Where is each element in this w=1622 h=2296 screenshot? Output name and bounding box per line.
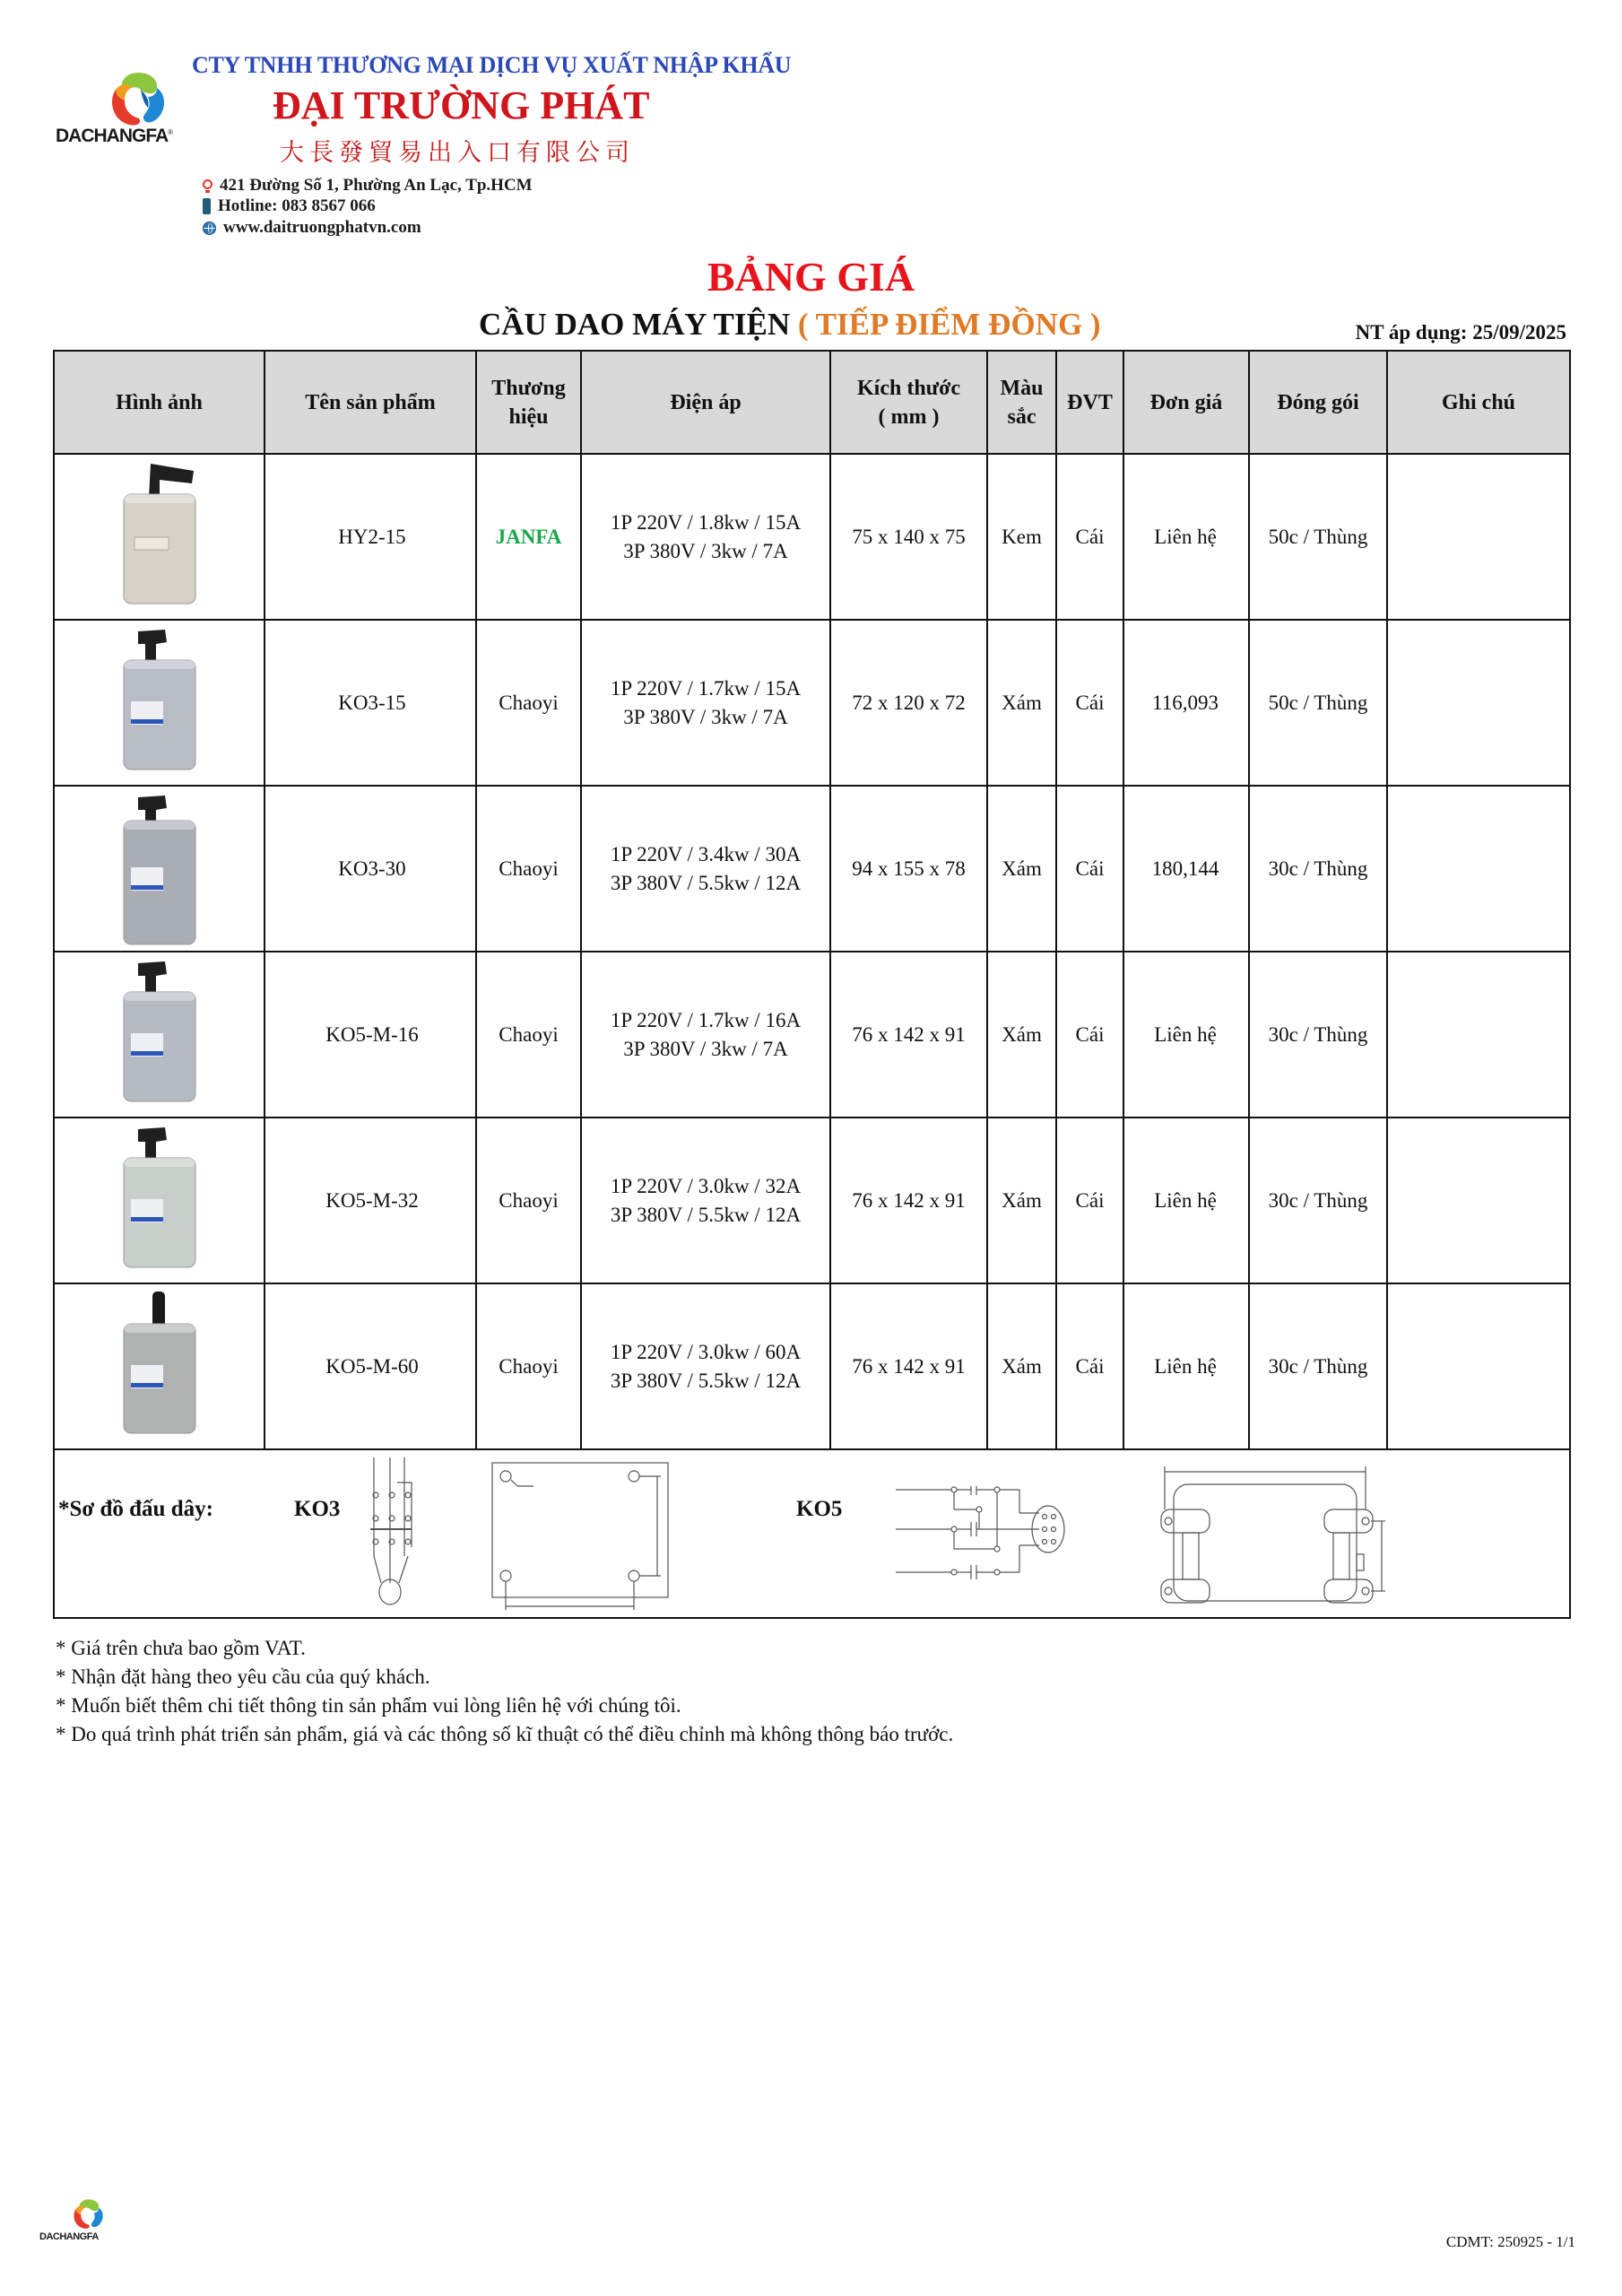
ko3-label: KO3 (294, 1497, 341, 1521)
product-brand: Chaoyi (476, 1283, 581, 1449)
product-price: 180,144 (1123, 786, 1249, 952)
voltage-1p: 1P 220V / 1.8kw / 15A (610, 510, 802, 534)
product-price: 116,093 (1123, 620, 1249, 786)
subtitle-highlight: ( TIẾP ĐIỂM ĐỒNG ) (797, 307, 1101, 342)
product-note (1387, 454, 1570, 620)
effective-date: NT áp dụng: 25/09/2025 (1355, 321, 1566, 344)
voltage-1p: 1P 220V / 1.7kw / 15A (610, 676, 802, 700)
company-type: CTY TNHH THƯƠNG MẠI DỊCH VỤ XUẤT NHẬP KHẨU (192, 52, 792, 78)
product-color: Xám (987, 1283, 1056, 1449)
product-price: Liên hệ (1123, 1283, 1249, 1449)
header-packing: Đóng gói (1249, 351, 1387, 454)
table-row (54, 1118, 1570, 1283)
logo-mark-icon (105, 70, 169, 129)
header-voltage: Điện áp (581, 351, 830, 454)
product-unit: Cái (1056, 620, 1123, 786)
product-image-cell (54, 952, 265, 1118)
product-image-cell (54, 786, 265, 952)
voltage-3p: 3P 380V / 5.5kw / 12A (610, 1203, 802, 1226)
website-line (203, 218, 421, 238)
header-price: Đơn giá (1123, 351, 1249, 454)
globe-icon (203, 222, 216, 235)
product-name: KO3-15 (265, 620, 476, 786)
company-name-chinese: 大長發貿易出入口有限公司 (280, 139, 635, 167)
product-packing: 30c / Thùng (1249, 1118, 1387, 1283)
voltage-3p: 3P 380V / 5.5kw / 12A (610, 1369, 802, 1392)
product-name: HY2-15 (265, 454, 476, 620)
wiring-diagram-row (54, 1449, 1570, 1618)
product-color: Xám (987, 786, 1056, 952)
product-brand: JANFA (476, 454, 581, 620)
note-item: * Nhận đặt hàng theo yêu cầu của quý khách. (56, 1665, 430, 1688)
header-brand-line2: hiệu (508, 404, 549, 429)
document-code: CDMT: 250925 - 1/1 (1445, 2233, 1575, 2250)
product-brand: Chaoyi (476, 952, 581, 1118)
voltage-3p: 3P 380V / 5.5kw / 12A (610, 871, 802, 894)
product-brand: Chaoyi (476, 786, 581, 952)
product-voltage (581, 952, 830, 1118)
address-text: 421 Đường Số 1, Phường An Lạc, Tp.HCM (220, 176, 533, 195)
ko5-wiring-diagram (887, 1486, 1138, 1594)
voltage-1p: 1P 220V / 3.0kw / 60A (610, 1340, 802, 1363)
product-note (1387, 620, 1570, 786)
header-color-line2: sắc (1007, 404, 1037, 429)
address-line (203, 176, 533, 196)
ko3-wiring-diagram (365, 1457, 437, 1610)
product-color: Kem (987, 454, 1056, 620)
header-unit: ĐVT (1056, 351, 1123, 454)
voltage-3p: 3P 380V / 3kw / 7A (623, 1037, 788, 1060)
product-brand: Chaoyi (476, 620, 581, 786)
product-size: 72 x 120 x 72 (830, 620, 987, 786)
hotline-line (203, 196, 376, 216)
header-image: Hình ảnh (54, 351, 265, 454)
ko5-mounting-diagram (1158, 1465, 1400, 1608)
product-photo (97, 956, 222, 1114)
ko3-mounting-diagram (490, 1461, 679, 1613)
product-photo (97, 458, 222, 616)
note-item: * Muốn biết thêm chi tiết thông tin sản phẩm vui lòng liên hệ với chúng tôi. (56, 1694, 681, 1717)
product-unit: Cái (1056, 1118, 1123, 1283)
table-row (54, 620, 1570, 786)
product-name: KO3-30 (265, 786, 476, 952)
wiring-diagram-cell (54, 1449, 1570, 1618)
product-note (1387, 1283, 1570, 1449)
header-color-line1: Màu (1000, 376, 1044, 400)
voltage-3p: 3P 380V / 3kw / 7A (623, 539, 788, 562)
product-photo (97, 1122, 222, 1280)
product-name: KO5-M-32 (265, 1118, 476, 1283)
ko5-label: KO5 (796, 1497, 843, 1521)
page-subtitle (479, 307, 1101, 343)
product-name: KO5-M-60 (265, 1283, 476, 1449)
product-size: 76 x 142 x 91 (830, 1283, 987, 1449)
product-packing: 30c / Thùng (1249, 952, 1387, 1118)
product-note (1387, 1118, 1570, 1283)
product-size: 76 x 142 x 91 (830, 952, 987, 1118)
table-row (54, 786, 1570, 952)
product-packing: 50c / Thùng (1249, 454, 1387, 620)
product-price: Liên hệ (1123, 952, 1249, 1118)
notes (56, 1634, 953, 1749)
product-name: KO5-M-16 (265, 952, 476, 1118)
product-note (1387, 786, 1570, 952)
product-packing: 50c / Thùng (1249, 620, 1387, 786)
table-header-row (54, 351, 1570, 454)
product-voltage (581, 786, 830, 952)
product-image-cell (54, 620, 265, 786)
product-unit: Cái (1056, 952, 1123, 1118)
product-unit: Cái (1056, 786, 1123, 952)
phone-icon (203, 198, 211, 214)
product-size: 76 x 142 x 91 (830, 1118, 987, 1283)
subtitle-main: CẦU DAO MÁY TIỆN (479, 307, 791, 342)
table-row (54, 1283, 1570, 1449)
product-size: 94 x 155 x 78 (830, 786, 987, 952)
product-packing: 30c / Thùng (1249, 786, 1387, 952)
voltage-1p: 1P 220V / 1.7kw / 16A (610, 1008, 802, 1031)
header-note: Ghi chú (1387, 351, 1570, 454)
product-color: Xám (987, 620, 1056, 786)
price-table (53, 350, 1571, 1619)
header-brand-line1: Thương (491, 376, 566, 400)
table-row (54, 952, 1570, 1118)
product-price: Liên hệ (1123, 1118, 1249, 1283)
page-title: BẢNG GIÁ (707, 254, 915, 300)
product-price: Liên hệ (1123, 454, 1249, 620)
hotline-text[interactable]: Hotline: 083 8567 066 (218, 196, 376, 215)
product-photo (97, 1288, 222, 1446)
product-voltage (581, 1283, 830, 1449)
product-photo (97, 624, 222, 782)
footer-logo-text: DACHANGFA (39, 2231, 99, 2242)
product-brand: Chaoyi (476, 1118, 581, 1283)
location-pin-icon (203, 179, 213, 192)
header-size-line2: ( mm ) (878, 404, 940, 429)
header-color (987, 351, 1056, 454)
logo-text: DACHANGFA (56, 126, 169, 146)
product-packing: 30c / Thùng (1249, 1283, 1387, 1449)
product-image-cell (54, 1118, 265, 1283)
product-image-cell (54, 1283, 265, 1449)
company-name: ĐẠI TRƯỜNG PHÁT (273, 83, 650, 127)
header-brand (476, 351, 581, 454)
header-size-line1: Kích thước (856, 376, 961, 400)
product-voltage (581, 454, 830, 620)
footer-logo (39, 2197, 147, 2242)
table-row (54, 454, 1570, 620)
company-logo: DACHANGFA® (56, 70, 226, 152)
voltage-1p: 1P 220V / 3.0kw / 32A (610, 1174, 802, 1197)
product-image-cell (54, 454, 265, 620)
product-voltage (581, 1118, 830, 1283)
voltage-3p: 3P 380V / 3kw / 7A (623, 705, 788, 728)
header-size (830, 351, 987, 454)
product-unit: Cái (1056, 454, 1123, 620)
note-item: * Giá trên chưa bao gồm VAT. (56, 1637, 306, 1659)
website-link[interactable]: www.daitruongphatvn.com (223, 218, 421, 237)
product-voltage (581, 620, 830, 786)
wiring-diagram-label: *Sơ đồ đấu dây: (58, 1497, 213, 1521)
header-name: Tên sản phẩm (265, 351, 476, 454)
product-photo (97, 790, 222, 948)
note-item: * Do quá trình phát triển sản phẩm, giá và các thông số kĩ thuật có thể điều chỉnh mà không thông báo trước. (56, 1723, 954, 1745)
product-size: 75 x 140 x 75 (830, 454, 987, 620)
product-note (1387, 952, 1570, 1118)
voltage-1p: 1P 220V / 3.4kw / 30A (610, 842, 802, 865)
product-unit: Cái (1056, 1283, 1123, 1449)
footer-logo-mark-icon (70, 2197, 106, 2231)
product-color: Xám (987, 1118, 1056, 1283)
product-color: Xám (987, 952, 1056, 1118)
